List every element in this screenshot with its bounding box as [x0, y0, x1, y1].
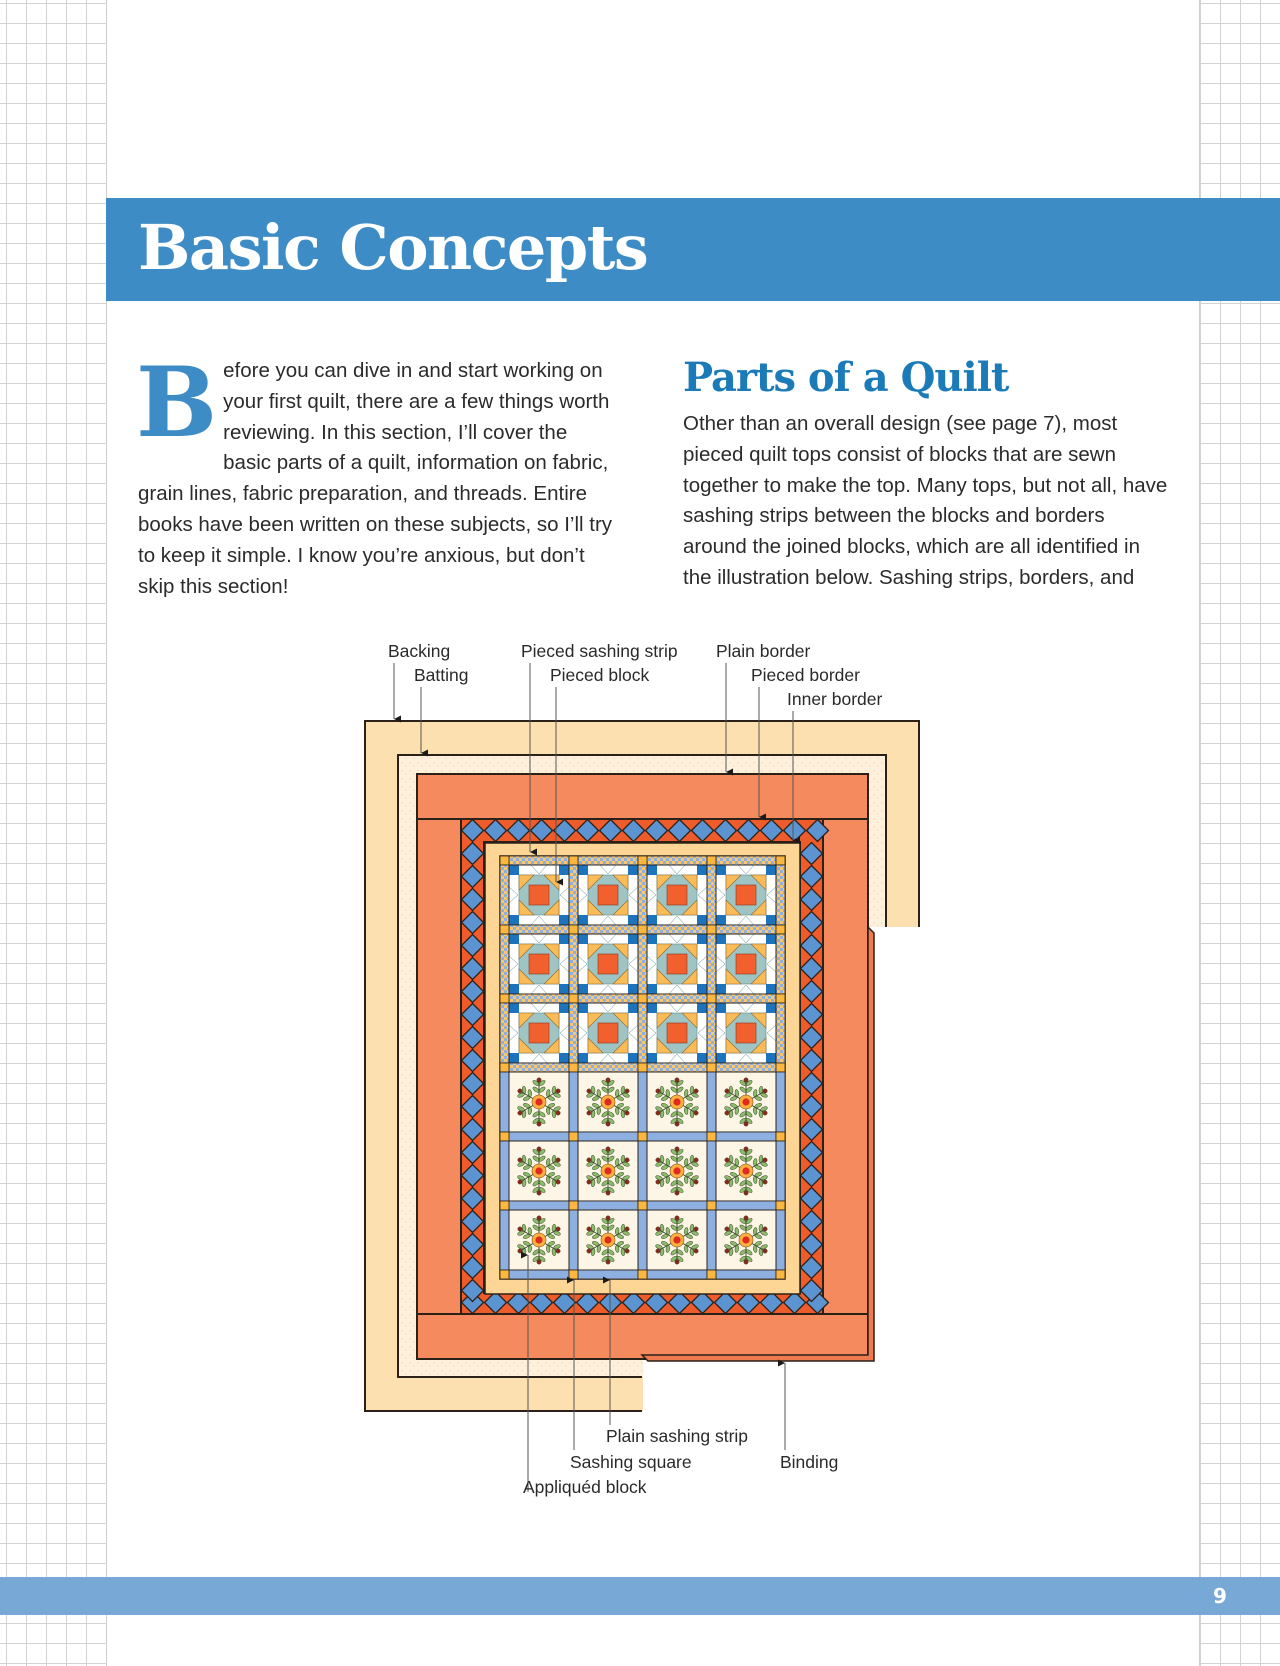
- appliqued-block: [716, 1072, 776, 1132]
- plain-sashing-strip: [569, 1072, 578, 1132]
- pieced-block: [509, 865, 569, 925]
- appliqued-block: [647, 1072, 707, 1132]
- sashing-square: [638, 1132, 647, 1141]
- pieced-block: [647, 865, 707, 925]
- label-appliqued-block: Appliquéd block: [523, 1477, 647, 1497]
- pieced-sashing-strip: [707, 1003, 716, 1063]
- label-pieced-sashing-strip: Pieced sashing strip: [521, 641, 678, 661]
- pieced-sashing-strip: [647, 1063, 707, 1072]
- label-sashing-square: Sashing square: [570, 1452, 692, 1472]
- pieced-block: [578, 865, 638, 925]
- pieced-sashing-strip: [707, 934, 716, 994]
- pieced-sashing-strip: [569, 1003, 578, 1063]
- pieced-block: [578, 1003, 638, 1063]
- sashing-square: [638, 1270, 647, 1279]
- pieced-block: [716, 1003, 776, 1063]
- plain-sashing-strip: [716, 1270, 776, 1279]
- appliqued-block: [578, 1072, 638, 1132]
- pieced-sashing-strip: [569, 865, 578, 925]
- plain-sashing-strip: [776, 1210, 785, 1270]
- appliqued-block: [716, 1210, 776, 1270]
- pieced-block: [647, 934, 707, 994]
- plain-sashing-strip: [638, 1141, 647, 1201]
- appliqued-block: [509, 1141, 569, 1201]
- section-paragraph: Other than an overall design (see page 7), most pieced quilt tops consist of blocks that are sewn together to make the top. Many tops, but not all, have sashing strips between the blocks and borders around the joined blocks, which are all identified in the illustration below. Sashing strips, borders, and: [683, 412, 1168, 589]
- sashing-square: [500, 1270, 509, 1279]
- appliqued-block: [509, 1072, 569, 1132]
- pieced-sashing-strip: [578, 925, 638, 934]
- sashing-square: [638, 1201, 647, 1210]
- sashing-square: [500, 994, 509, 1003]
- plain-sashing-strip: [776, 1072, 785, 1132]
- sashing-square: [776, 925, 785, 934]
- pieced-sashing-strip: [776, 934, 785, 994]
- section-heading: Parts of a Quilt: [683, 354, 1009, 401]
- appliqued-block: [716, 1141, 776, 1201]
- label-batting: Batting: [414, 665, 469, 685]
- appliqued-block: [647, 1210, 707, 1270]
- plain-sashing-strip: [578, 1201, 638, 1210]
- sashing-square: [707, 1132, 716, 1141]
- page-number: 9: [1213, 1584, 1227, 1608]
- pieced-block: [716, 934, 776, 994]
- sashing-square: [638, 856, 647, 865]
- pieced-sashing-strip: [509, 925, 569, 934]
- pieced-sashing-strip: [647, 925, 707, 934]
- pieced-sashing-strip: [716, 1063, 776, 1072]
- sashing-square: [569, 925, 578, 934]
- sashing-square: [500, 1063, 509, 1072]
- appliqued-block: [578, 1210, 638, 1270]
- pieced-block: [578, 934, 638, 994]
- plain-sashing-strip: [500, 1072, 509, 1132]
- plain-sashing-strip: [578, 1270, 638, 1279]
- sashing-square: [569, 1201, 578, 1210]
- pieced-sashing-strip: [578, 856, 638, 865]
- plain-sashing-strip: [509, 1270, 569, 1279]
- chapter-title: Basic Concepts: [138, 211, 648, 284]
- sashing-square: [776, 856, 785, 865]
- plain-sashing-strip: [500, 1210, 509, 1270]
- sashing-square: [638, 1063, 647, 1072]
- pieced-sashing-strip: [509, 856, 569, 865]
- plain-sashing-strip: [500, 1141, 509, 1201]
- label-binding: Binding: [780, 1452, 839, 1472]
- sashing-square: [500, 1132, 509, 1141]
- pieced-sashing-strip: [716, 925, 776, 934]
- appliqued-block: [578, 1141, 638, 1201]
- plain-sashing-strip: [569, 1141, 578, 1201]
- pieced-sashing-strip: [638, 1003, 647, 1063]
- label-backing: Backing: [388, 641, 451, 661]
- sashing-square: [638, 925, 647, 934]
- sashing-square: [500, 856, 509, 865]
- footer-band: [0, 1577, 1280, 1615]
- intro-text: efore you can dive in and start working on your first quilt, there are a few things worth reviewing. In this section, I’ll cover the basic parts of a quilt, information on fabric, grain lines, fabric preparation, and threads. Entire books have been written on these subjects, so I’ll try to keep it simple. I know you’re anxious, but don’t skip this section!: [138, 359, 613, 598]
- pieced-sashing-strip: [578, 994, 638, 1003]
- sashing-square: [707, 1063, 716, 1072]
- sashing-square: [569, 856, 578, 865]
- plain-sashing-strip: [716, 1132, 776, 1141]
- plain-sashing-strip: [509, 1132, 569, 1141]
- pieced-block: [716, 865, 776, 925]
- pieced-sashing-strip: [638, 865, 647, 925]
- label-inner-border: Inner border: [787, 689, 883, 709]
- pieced-sashing-strip: [647, 856, 707, 865]
- pieced-sashing-strip: [500, 1003, 509, 1063]
- plain-sashing-strip: [707, 1072, 716, 1132]
- pieced-sashing-strip: [500, 934, 509, 994]
- sashing-square: [707, 994, 716, 1003]
- pieced-sashing-strip: [500, 865, 509, 925]
- drop-cap: B: [136, 346, 218, 459]
- sashing-square: [707, 1201, 716, 1210]
- label-plain-border: Plain border: [716, 641, 811, 661]
- label-pieced-border: Pieced border: [751, 665, 860, 685]
- plain-sashing-strip: [569, 1210, 578, 1270]
- sashing-square: [500, 925, 509, 934]
- label-pieced-block: Pieced block: [550, 665, 650, 685]
- pieced-sashing-strip: [638, 934, 647, 994]
- pieced-block: [509, 1003, 569, 1063]
- appliqued-block: [647, 1141, 707, 1201]
- pieced-sashing-strip: [569, 934, 578, 994]
- sashing-square: [776, 994, 785, 1003]
- pieced-sashing-strip: [509, 1063, 569, 1072]
- plain-sashing-strip: [638, 1072, 647, 1132]
- appliqued-block: [509, 1210, 569, 1270]
- pieced-sashing-strip: [578, 1063, 638, 1072]
- pieced-sashing-strip: [776, 1003, 785, 1063]
- pieced-sashing-strip: [509, 994, 569, 1003]
- plain-sashing-strip: [647, 1132, 707, 1141]
- sashing-square: [569, 1063, 578, 1072]
- plain-sashing-strip: [647, 1270, 707, 1279]
- sashing-square: [569, 1270, 578, 1279]
- pieced-block: [509, 934, 569, 994]
- plain-sashing-strip: [776, 1141, 785, 1201]
- plain-sashing-strip: [716, 1201, 776, 1210]
- sashing-square: [776, 1063, 785, 1072]
- pieced-sashing-strip: [776, 865, 785, 925]
- sashing-square: [776, 1132, 785, 1141]
- pieced-sashing-strip: [707, 865, 716, 925]
- pieced-sashing-strip: [647, 994, 707, 1003]
- plain-sashing-strip: [509, 1201, 569, 1210]
- label-plain-sashing-strip: Plain sashing strip: [606, 1426, 749, 1446]
- sashing-square: [500, 1201, 509, 1210]
- sashing-square: [569, 994, 578, 1003]
- sashing-square: [707, 856, 716, 865]
- pieced-sashing-strip: [716, 856, 776, 865]
- sashing-square: [707, 1270, 716, 1279]
- pieced-sashing-strip: [716, 994, 776, 1003]
- plain-sashing-strip: [638, 1210, 647, 1270]
- plain-sashing-strip: [707, 1210, 716, 1270]
- sashing-square: [776, 1201, 785, 1210]
- pieced-block: [647, 1003, 707, 1063]
- plain-sashing-strip: [707, 1141, 716, 1201]
- plain-sashing-strip: [647, 1201, 707, 1210]
- sashing-square: [638, 994, 647, 1003]
- sashing-square: [707, 925, 716, 934]
- sashing-square: [569, 1132, 578, 1141]
- plain-sashing-strip: [578, 1132, 638, 1141]
- sashing-square: [776, 1270, 785, 1279]
